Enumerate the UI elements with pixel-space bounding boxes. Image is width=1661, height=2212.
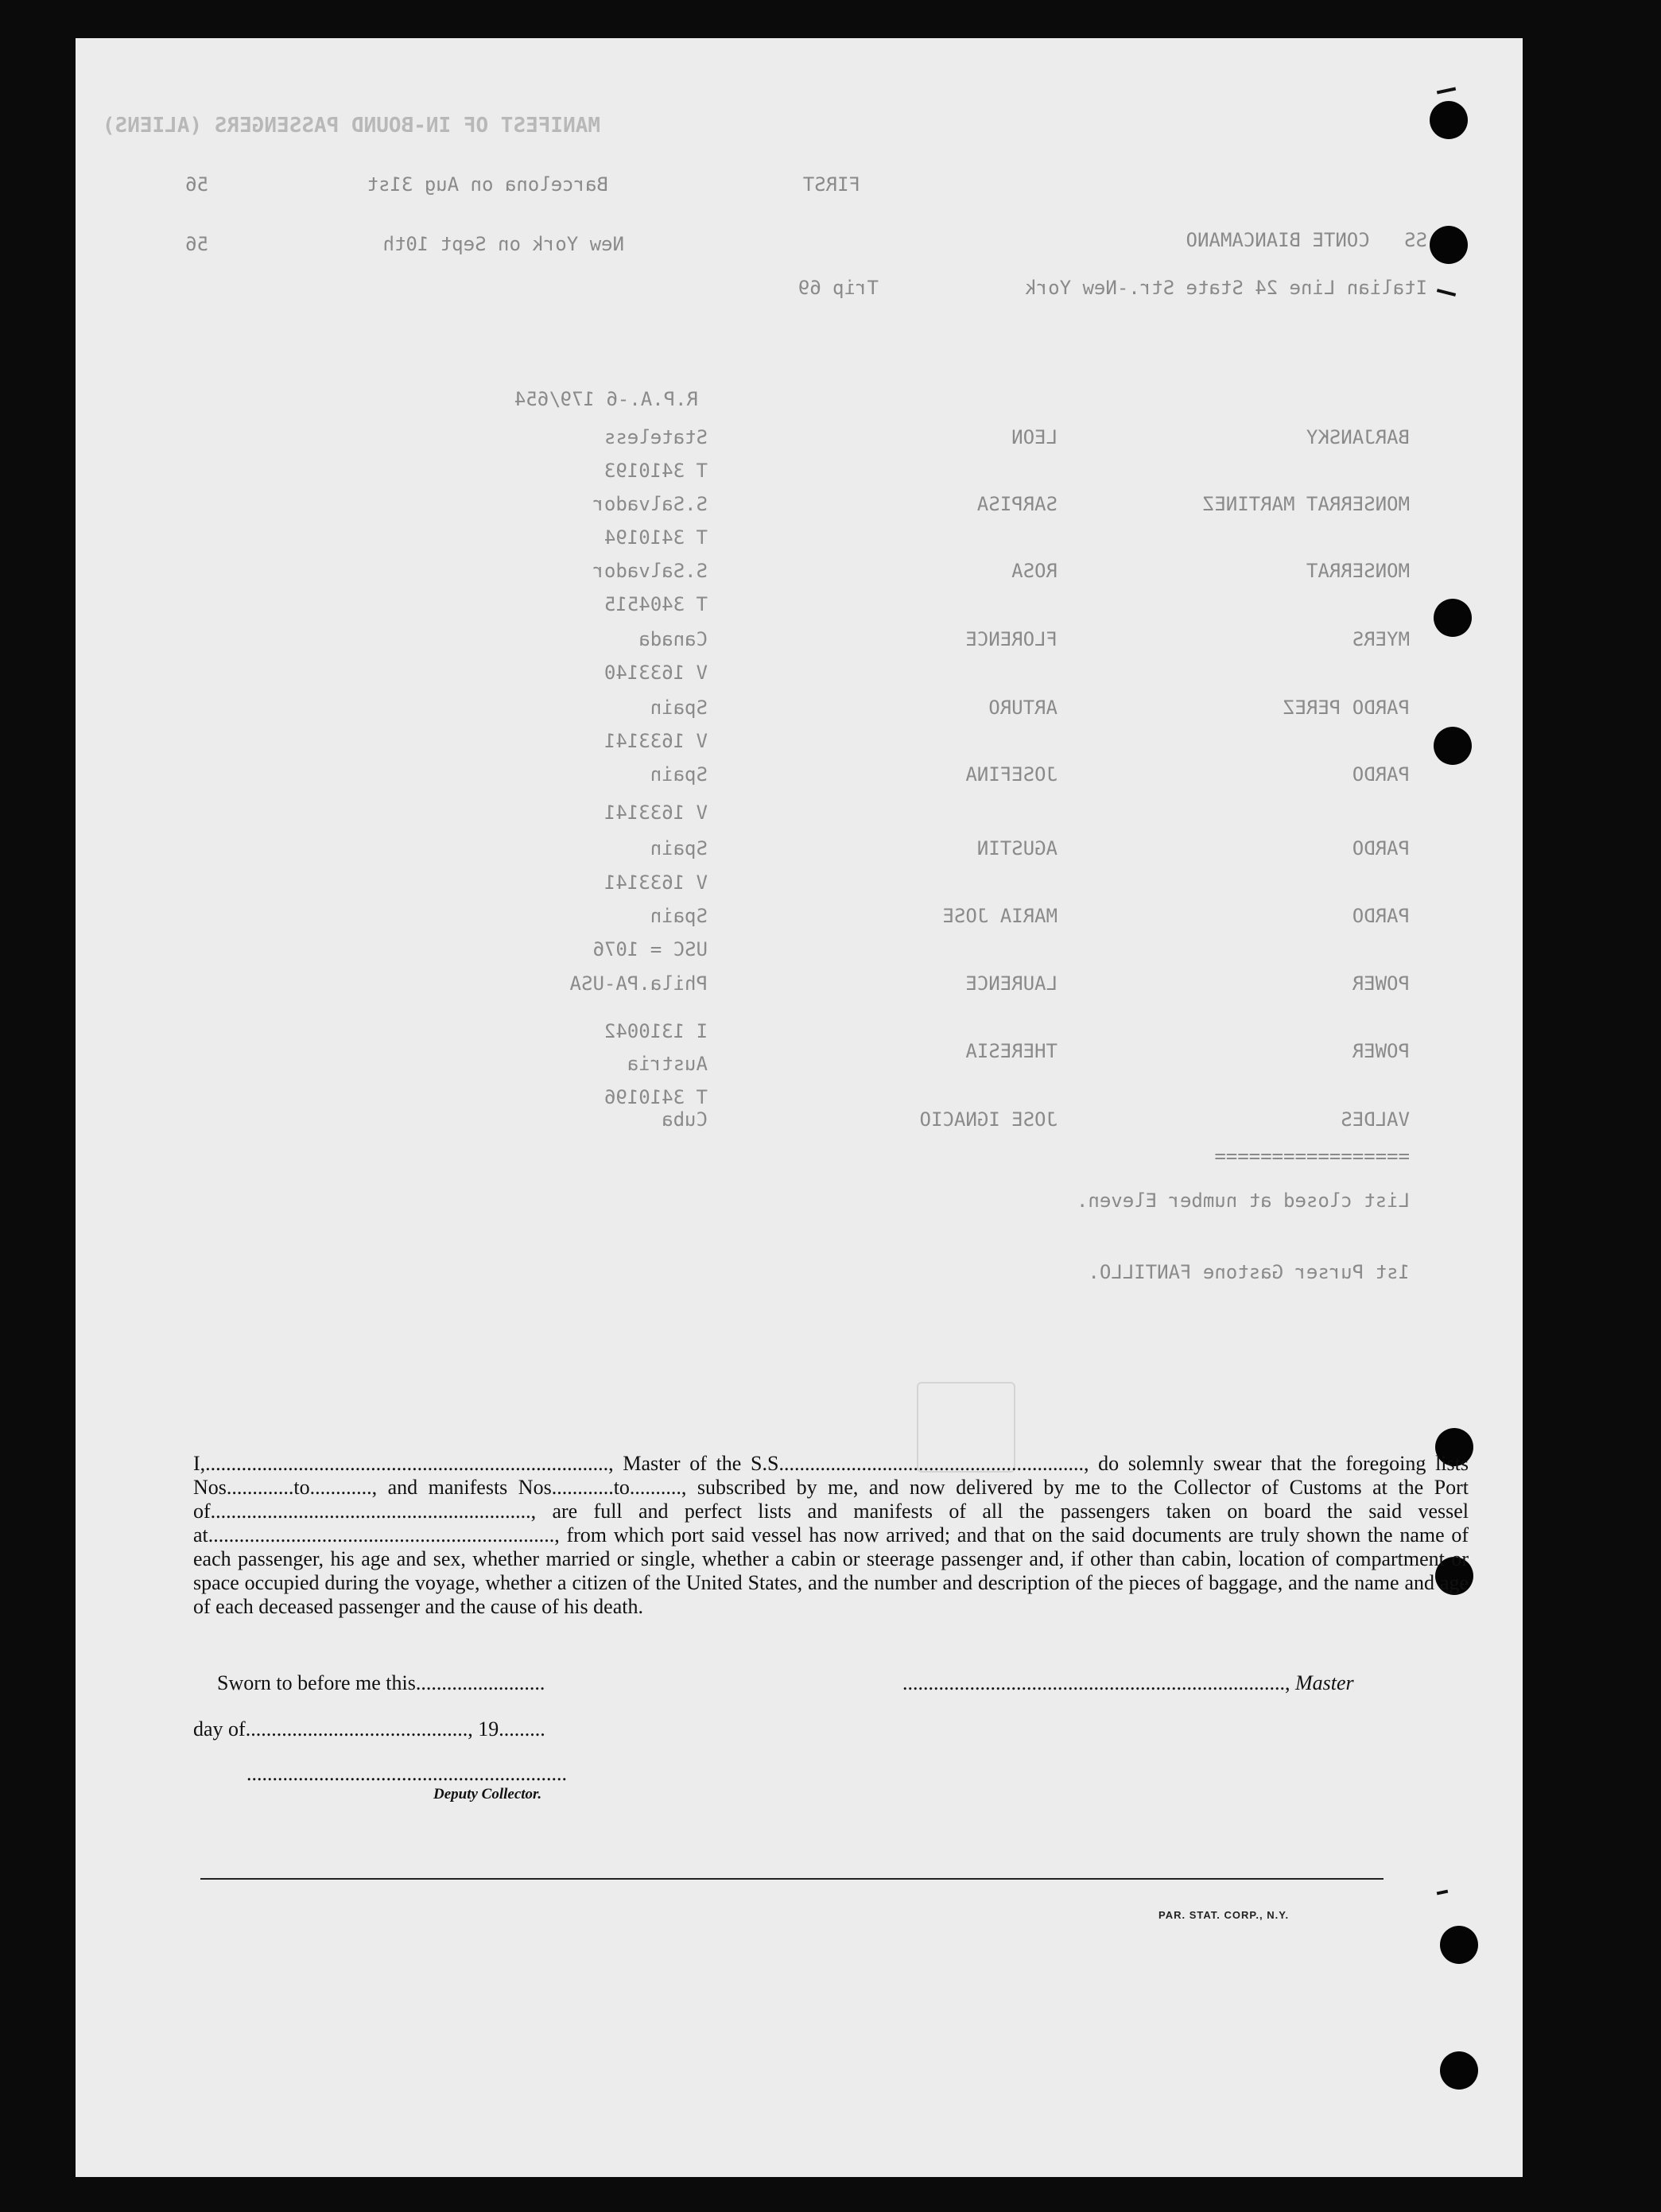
passenger-document: T 3410194 — [603, 526, 708, 549]
passenger-given-name: MARIA JOSE — [942, 905, 1058, 927]
list-closed-note: List closed at number Eleven. — [1076, 1189, 1410, 1212]
passenger-document: I 1310042 — [603, 1020, 708, 1042]
passenger-surname: MYERS — [1352, 628, 1410, 650]
passenger-given-name: ROSA — [1011, 560, 1058, 582]
passenger-detail: Spain — [650, 905, 708, 927]
passenger-document: USC = 1076 — [592, 938, 708, 960]
oath-paragraph — [193, 1452, 1469, 1619]
passenger-surname: MONSERRAT MARTINEZ — [1202, 493, 1410, 515]
master-dots: .........................................................................., — [902, 1671, 1295, 1694]
bottom-rule — [200, 1878, 1384, 1880]
trip-number: Trip 69 — [798, 277, 879, 299]
bleed-through-manifest — [76, 38, 1523, 1342]
passenger-detail: Canada — [638, 628, 708, 650]
closing-divider: ================= — [1214, 1145, 1410, 1167]
master-signature-line — [902, 1671, 1354, 1695]
line-address: Italian Line 24 State Str.-New York — [1025, 277, 1427, 299]
sworn-line: Sworn to before me this......................... — [217, 1671, 545, 1694]
passenger-detail: Phila.PA-USA — [569, 972, 708, 995]
reference-number: R.P.A.-6 179/654 — [514, 388, 698, 410]
passenger-detail: Spain — [650, 837, 708, 860]
passenger-given-name: JOSE IGNACIO — [919, 1108, 1058, 1131]
passenger-surname: PARDO — [1352, 905, 1410, 927]
deputy-collector-label: Deputy Collector. — [433, 1786, 542, 1803]
passenger-document: V 1633140 — [603, 662, 708, 684]
passenger-surname: BARJANSKY — [1306, 426, 1410, 448]
passenger-given-name: LAURENCE — [965, 972, 1058, 995]
passenger-document: T 3410193 — [603, 460, 708, 482]
passenger-document: T 3404515 — [603, 593, 708, 615]
passenger-detail: Spain — [650, 763, 708, 786]
page-number: 56 — [185, 233, 208, 255]
passenger-detail: Spain — [650, 697, 708, 719]
manifest-page — [76, 38, 1523, 2177]
arrival-text: New York on Sept 10th — [382, 233, 624, 255]
faded-heading: MANIFEST OF IN-BOUND PASSENGERS (ALIENS) — [102, 114, 600, 138]
passenger-document: V 1633141 — [603, 730, 708, 752]
passenger-document: V 1633141 — [603, 801, 708, 824]
passenger-given-name: SARPISA — [976, 493, 1058, 515]
passenger-given-name: FLORENCE — [965, 628, 1058, 650]
passenger-detail: S.Salvador — [592, 493, 708, 515]
purser-signature: 1st Purser Gastone FANTILLO. — [1088, 1261, 1410, 1283]
passenger-surname: PARDO PEREZ — [1283, 697, 1410, 719]
passenger-surname: POWER — [1352, 972, 1410, 995]
printer-imprint: PAR. STAT. CORP., N.Y. — [1158, 1909, 1290, 1921]
passenger-given-name: THERESIA — [965, 1040, 1058, 1062]
master-label: Master — [1295, 1671, 1354, 1694]
passenger-given-name: LEON — [1011, 426, 1058, 448]
passenger-surname: PARDO — [1352, 837, 1410, 860]
ship-name: SS CONTE BIANCAMANO — [1186, 229, 1427, 251]
departure-text: Barcelona on Aug 31st — [367, 173, 608, 196]
oath-text: I,.............................................................................., Master of the S.S..........................................................., do solemnly swear that the foregoing lists Nos.............to............, and manifests Nos............to.........., subscribed by me, and now delivered by me to the Collector of Customs at the Port of.............................................................., are full and perfect lists and manifests of all the passengers taken on board the said vessel at..................................................................., from which port said vessel has now arrived; and that on the said documents are truly shown the name of each passenger, his age and sex, whether married or single, whether a cabin or steerage passenger and, if other than cabin, location of compartment or space occupied during the voyage, whether a citizen of the United States, and the number and description of the pieces of baggage, and the name and age of each deceased passenger and the cause of his death. — [193, 1452, 1469, 1618]
passenger-given-name: ARTURO — [988, 697, 1058, 719]
day-line: day of..........................................., 19......... — [193, 1717, 545, 1740]
collector-line: .............................................................. — [246, 1762, 567, 1785]
passenger-document: T 3410196 — [603, 1086, 708, 1108]
page-number: 56 — [185, 173, 208, 196]
passenger-detail: Stateless — [603, 426, 708, 448]
passenger-detail: Austria — [627, 1053, 708, 1075]
passenger-detail: Cuba — [662, 1108, 708, 1131]
passenger-document: V 1633141 — [603, 871, 708, 894]
margin-mark — [1437, 1890, 1449, 1896]
binder-hole — [1440, 1926, 1478, 1964]
passenger-surname: POWER — [1352, 1040, 1410, 1062]
passenger-given-name: JOSEFINA — [965, 763, 1058, 786]
passenger-detail: S.Salvador — [592, 560, 708, 582]
passenger-surname: VALDES — [1341, 1108, 1410, 1131]
class-label: FIRST — [802, 173, 860, 196]
passenger-surname: PARDO — [1352, 763, 1410, 786]
binder-hole — [1440, 2051, 1478, 2090]
passenger-given-name: AGUSTIN — [976, 837, 1058, 860]
passenger-surname: MONSERRAT — [1306, 560, 1410, 582]
